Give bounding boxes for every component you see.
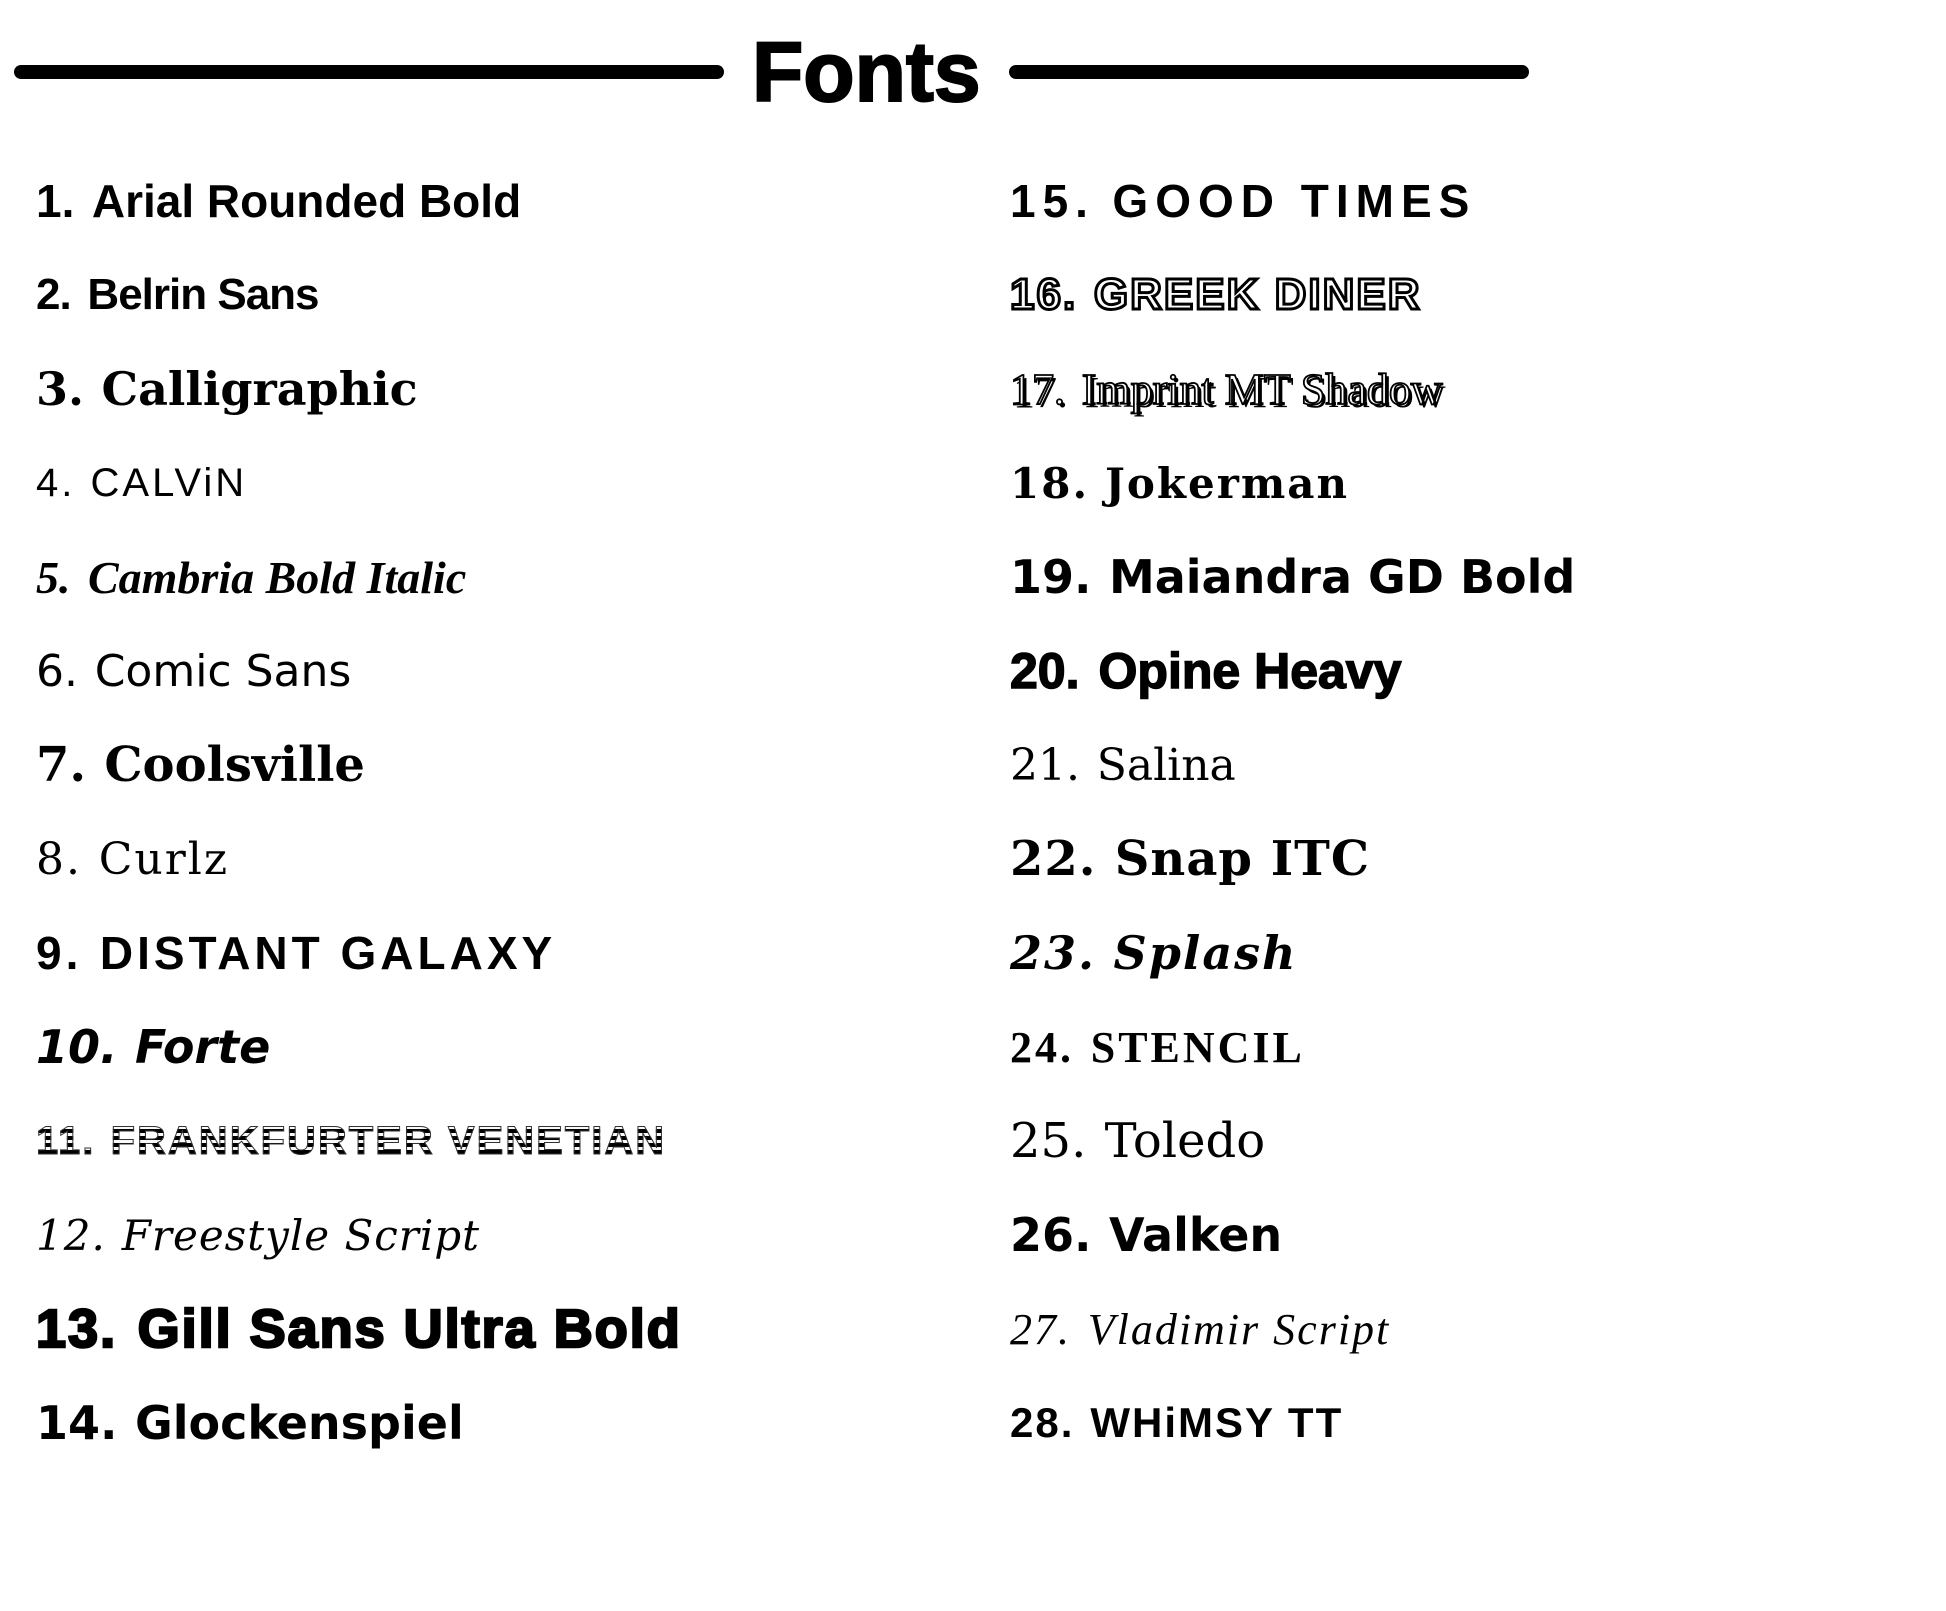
font-list-column-left bbox=[36, 154, 1010, 1470]
font-item-number: 5. bbox=[36, 551, 71, 603]
font-list-column-right bbox=[1010, 154, 1946, 1470]
font-item-label: WHiMSY TT bbox=[1090, 1399, 1344, 1446]
font-item-forte bbox=[36, 1000, 1010, 1094]
font-item-number: 23. bbox=[1010, 926, 1097, 980]
font-item-number: 14. bbox=[36, 1396, 118, 1450]
font-item-label: Comic Sans bbox=[94, 645, 352, 697]
font-item-number: 11. bbox=[36, 1118, 96, 1163]
font-item-label: Coolsville bbox=[104, 737, 365, 793]
font-item-number: 7. bbox=[36, 737, 87, 793]
font-item-label: Maiandra GD Bold bbox=[1108, 550, 1576, 604]
font-item-gill-sans-ultra-bold bbox=[36, 1282, 1010, 1376]
font-item-curlz bbox=[36, 812, 1010, 906]
font-item-number: 26. bbox=[1010, 1208, 1092, 1262]
font-item-number: 12. bbox=[36, 1210, 106, 1260]
title-rule-right bbox=[1009, 65, 1529, 79]
font-item-calvin bbox=[36, 436, 1010, 530]
font-item-distant-galaxy bbox=[36, 906, 1010, 1000]
font-item-label: DISTANT GALAXY bbox=[99, 927, 557, 979]
font-item-splash bbox=[1010, 906, 1946, 1000]
font-item-valken bbox=[1010, 1188, 1946, 1282]
font-item-label: Imprint MT Shadow bbox=[1081, 364, 1443, 414]
font-item-cambria-bold-italic bbox=[36, 530, 1010, 624]
font-item-label: Snap ITC bbox=[1114, 831, 1371, 887]
font-item-number: 6. bbox=[36, 645, 78, 697]
font-item-number: 25. bbox=[1010, 1113, 1087, 1169]
font-item-whimsy-tt bbox=[1010, 1376, 1946, 1470]
font-item-number: 21. bbox=[1010, 739, 1080, 791]
font-item-glockenspiel bbox=[36, 1376, 1010, 1470]
font-item-number: 9. bbox=[36, 927, 83, 979]
font-item-salina bbox=[1010, 718, 1946, 812]
font-item-belrin-sans bbox=[36, 248, 1010, 342]
font-item-label: GREEK DINER bbox=[1093, 270, 1422, 319]
font-item-label: Splash bbox=[1113, 926, 1298, 980]
font-item-number: 3. bbox=[36, 362, 85, 416]
font-item-number: 10. bbox=[36, 1020, 118, 1074]
font-item-imprint-mt-shadow bbox=[1010, 342, 1946, 436]
font-item-calligraphic bbox=[36, 342, 1010, 436]
font-item-number: 4. bbox=[36, 460, 76, 505]
title-rule-left bbox=[14, 65, 724, 79]
font-item-number: 24. bbox=[1010, 1022, 1074, 1072]
font-item-label: STENCIL bbox=[1090, 1022, 1305, 1072]
font-item-snap-itc bbox=[1010, 812, 1946, 906]
font-item-toledo bbox=[1010, 1094, 1946, 1188]
font-specimen-page bbox=[0, 25, 1946, 1470]
font-item-number: 19. bbox=[1010, 550, 1092, 604]
font-item-label: Toledo bbox=[1104, 1113, 1266, 1169]
font-item-label: Jokerman bbox=[1105, 458, 1350, 508]
font-item-label: GOOD TIMES bbox=[1112, 175, 1477, 227]
font-item-number: 20. bbox=[1010, 643, 1080, 699]
font-item-number: 16. bbox=[1010, 270, 1078, 319]
page-title: Fonts bbox=[752, 25, 981, 119]
font-item-label: CALViN bbox=[90, 460, 248, 505]
font-item-number: 18. bbox=[1010, 458, 1090, 508]
font-item-number: 2. bbox=[36, 270, 71, 319]
page-header bbox=[14, 25, 1946, 119]
font-item-good-times bbox=[1010, 154, 1946, 248]
font-item-maiandra-gd-bold bbox=[1010, 530, 1946, 624]
font-item-label: Forte bbox=[134, 1020, 271, 1074]
font-item-label: Arial Rounded Bold bbox=[91, 175, 522, 227]
font-item-opine-heavy bbox=[1010, 624, 1946, 718]
font-item-number: 1. bbox=[36, 175, 75, 227]
font-item-vladimir-script bbox=[1010, 1282, 1946, 1376]
font-item-comic-sans bbox=[36, 624, 1010, 718]
font-item-label: Calligraphic bbox=[101, 362, 418, 416]
font-item-number: 8. bbox=[36, 833, 82, 885]
font-item-label: Glockenspiel bbox=[134, 1396, 464, 1450]
font-item-arial-rounded-bold bbox=[36, 154, 1010, 248]
font-item-label: Gill Sans Ultra Bold bbox=[137, 1299, 682, 1359]
font-item-number: 28. bbox=[1010, 1399, 1075, 1446]
font-item-frankfurter-venetian bbox=[36, 1094, 1010, 1188]
font-item-label: FRANKFURTER VENETIAN bbox=[110, 1118, 667, 1163]
font-item-number: 17. bbox=[1010, 364, 1065, 414]
font-item-number: 22. bbox=[1010, 831, 1097, 887]
font-item-label: Freestyle Script bbox=[121, 1210, 481, 1260]
font-item-label: Valken bbox=[1108, 1208, 1283, 1262]
font-item-number: 27. bbox=[1010, 1304, 1071, 1354]
font-item-jokerman bbox=[1010, 436, 1946, 530]
font-list bbox=[36, 154, 1946, 1470]
font-item-label: Cambria Bold Italic bbox=[87, 551, 467, 603]
font-item-number: 15. bbox=[1010, 175, 1095, 227]
font-item-label: Salina bbox=[1096, 739, 1236, 791]
font-item-label: Belrin Sans bbox=[87, 270, 319, 319]
font-item-label: Vladimir Script bbox=[1087, 1304, 1391, 1354]
font-item-coolsville bbox=[36, 718, 1010, 812]
font-item-label: Opine Heavy bbox=[1098, 643, 1402, 699]
font-item-stencil bbox=[1010, 1000, 1946, 1094]
font-item-number: 13. bbox=[36, 1299, 118, 1359]
font-item-label: Curlz bbox=[98, 833, 229, 885]
font-item-freestyle-script bbox=[36, 1188, 1010, 1282]
font-item-greek-diner bbox=[1010, 248, 1946, 342]
